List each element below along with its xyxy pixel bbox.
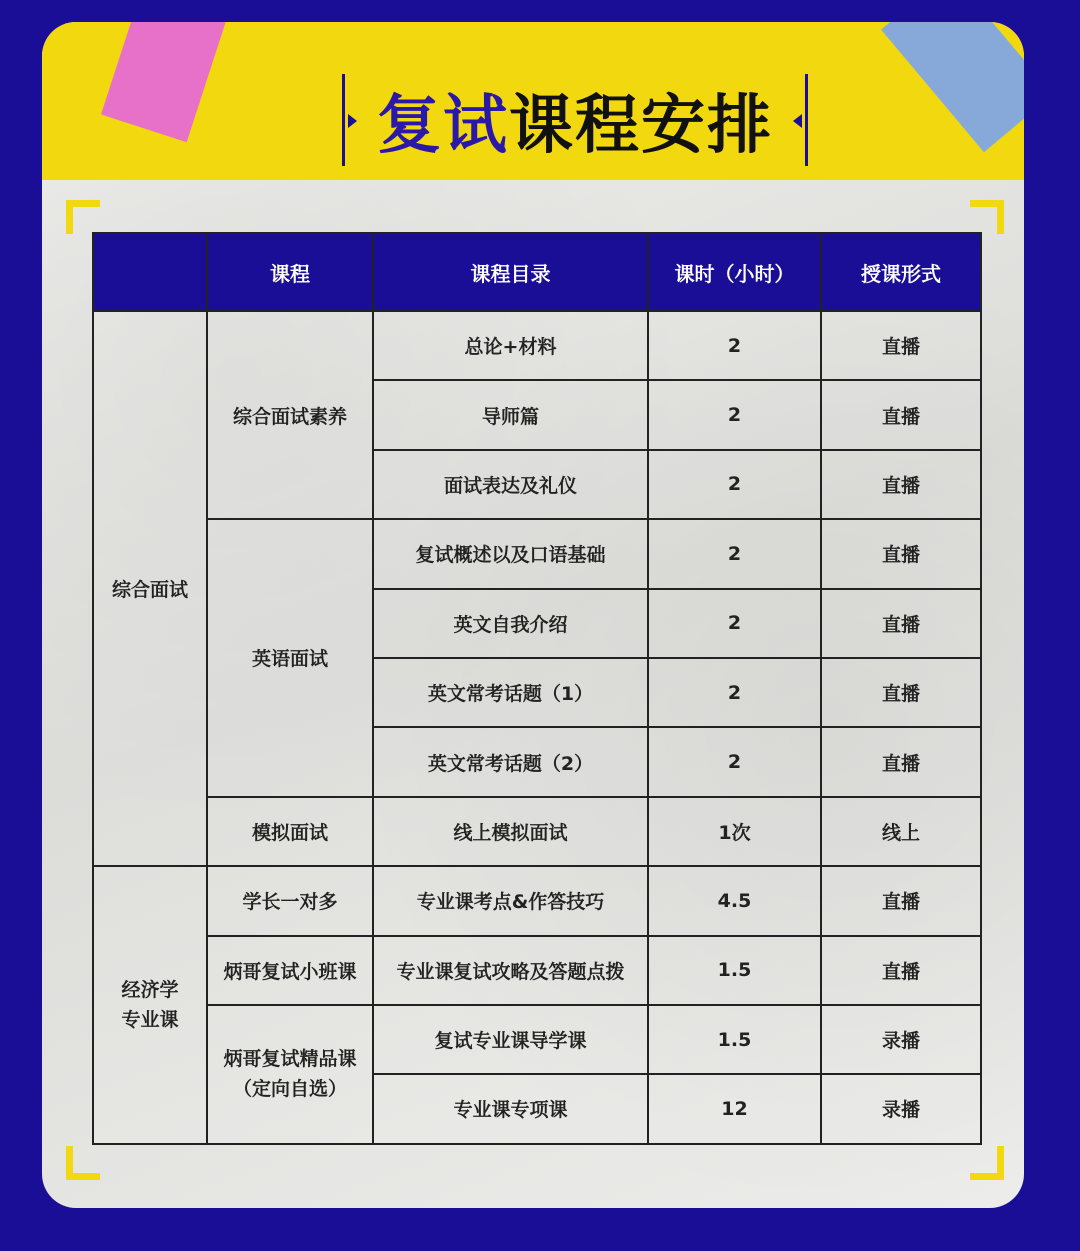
course-label: 英语面试 <box>251 648 328 671</box>
course-cell <box>207 311 373 519</box>
catalog-cell: 复试专业课导学课 <box>373 1005 648 1074</box>
course-cell <box>207 936 373 1005</box>
hours-cell: 2 <box>648 380 821 449</box>
corner-bracket-top-left <box>66 200 100 234</box>
table-row <box>93 797 981 866</box>
format-cell: 直播 <box>821 380 981 449</box>
title-right-arrow-icon <box>793 114 802 128</box>
title-left-bar <box>342 74 345 166</box>
table-row <box>93 519 981 588</box>
page-title-rest: 课程安排 <box>509 89 773 163</box>
group-label-line2: 专业课 <box>121 1008 179 1031</box>
corner-bracket-top-right <box>970 200 1004 234</box>
course-label-line2: （定向自选） <box>232 1078 347 1101</box>
course-label: 模拟面试 <box>251 821 328 844</box>
hours-cell: 12 <box>648 1074 821 1143</box>
title-left-arrow-icon <box>348 114 357 128</box>
format-cell: 直播 <box>821 658 981 727</box>
catalog-cell: 导师篇 <box>373 380 648 449</box>
hours-cell: 2 <box>648 658 821 727</box>
group-cell <box>93 866 207 1144</box>
format-cell: 录播 <box>821 1074 981 1143</box>
group-label: 经济学 <box>121 978 179 1001</box>
hours-cell: 4.5 <box>648 866 821 935</box>
table-row <box>93 311 981 380</box>
catalog-cell: 复试概述以及口语基础 <box>373 519 648 588</box>
hours-cell: 2 <box>648 589 821 658</box>
table-header-row <box>93 233 981 311</box>
hours-cell: 1.5 <box>648 1005 821 1074</box>
format-cell: 直播 <box>821 311 981 380</box>
table-row <box>93 936 981 1005</box>
hours-cell: 1次 <box>648 797 821 866</box>
course-label: 炳哥复试精品课 <box>223 1048 357 1071</box>
header-format: 授课形式 <box>821 233 981 311</box>
catalog-cell: 线上模拟面试 <box>373 797 648 866</box>
corner-bracket-bottom-right <box>970 1146 1004 1180</box>
table-row <box>93 866 981 935</box>
page-title <box>377 74 773 166</box>
course-cell <box>207 519 373 797</box>
header-course: 课程 <box>207 233 373 311</box>
catalog-cell: 总论+材料 <box>373 311 648 380</box>
course-label: 炳哥复试小班课 <box>223 960 357 983</box>
group-label: 综合面试 <box>111 579 188 602</box>
course-cell <box>207 797 373 866</box>
format-cell: 直播 <box>821 936 981 1005</box>
table-row <box>93 1005 981 1074</box>
catalog-cell: 专业课复试攻略及答题点拨 <box>373 936 648 1005</box>
catalog-cell: 英文自我介绍 <box>373 589 648 658</box>
catalog-cell: 英文常考话题（2） <box>373 727 648 796</box>
catalog-cell: 专业课考点&作答技巧 <box>373 866 648 935</box>
hours-cell: 2 <box>648 727 821 796</box>
page-title-accent: 复试 <box>377 89 509 163</box>
hours-cell: 2 <box>648 450 821 519</box>
poster-card <box>42 22 1024 1208</box>
header-catalog: 课程目录 <box>373 233 648 311</box>
format-cell: 直播 <box>821 519 981 588</box>
course-schedule-table <box>92 232 982 1145</box>
format-cell: 直播 <box>821 589 981 658</box>
course-cell <box>207 866 373 935</box>
hours-cell: 2 <box>648 311 821 380</box>
hours-cell: 1.5 <box>648 936 821 1005</box>
course-label: 学长一对多 <box>242 891 338 914</box>
format-cell: 直播 <box>821 866 981 935</box>
header-hours: 课时（小时） <box>648 233 821 311</box>
format-cell: 直播 <box>821 450 981 519</box>
group-cell <box>93 311 207 866</box>
corner-bracket-bottom-left <box>66 1146 100 1180</box>
catalog-cell: 专业课专项课 <box>373 1074 648 1143</box>
title-right-bar <box>805 74 808 166</box>
hours-cell: 2 <box>648 519 821 588</box>
course-label: 综合面试素养 <box>232 405 347 428</box>
format-cell: 录播 <box>821 1005 981 1074</box>
format-cell: 线上 <box>821 797 981 866</box>
header-category <box>93 233 207 311</box>
format-cell: 直播 <box>821 727 981 796</box>
catalog-cell: 英文常考话题（1） <box>373 658 648 727</box>
title-block <box>342 74 808 166</box>
course-cell <box>207 1005 373 1144</box>
catalog-cell: 面试表达及礼仪 <box>373 450 648 519</box>
